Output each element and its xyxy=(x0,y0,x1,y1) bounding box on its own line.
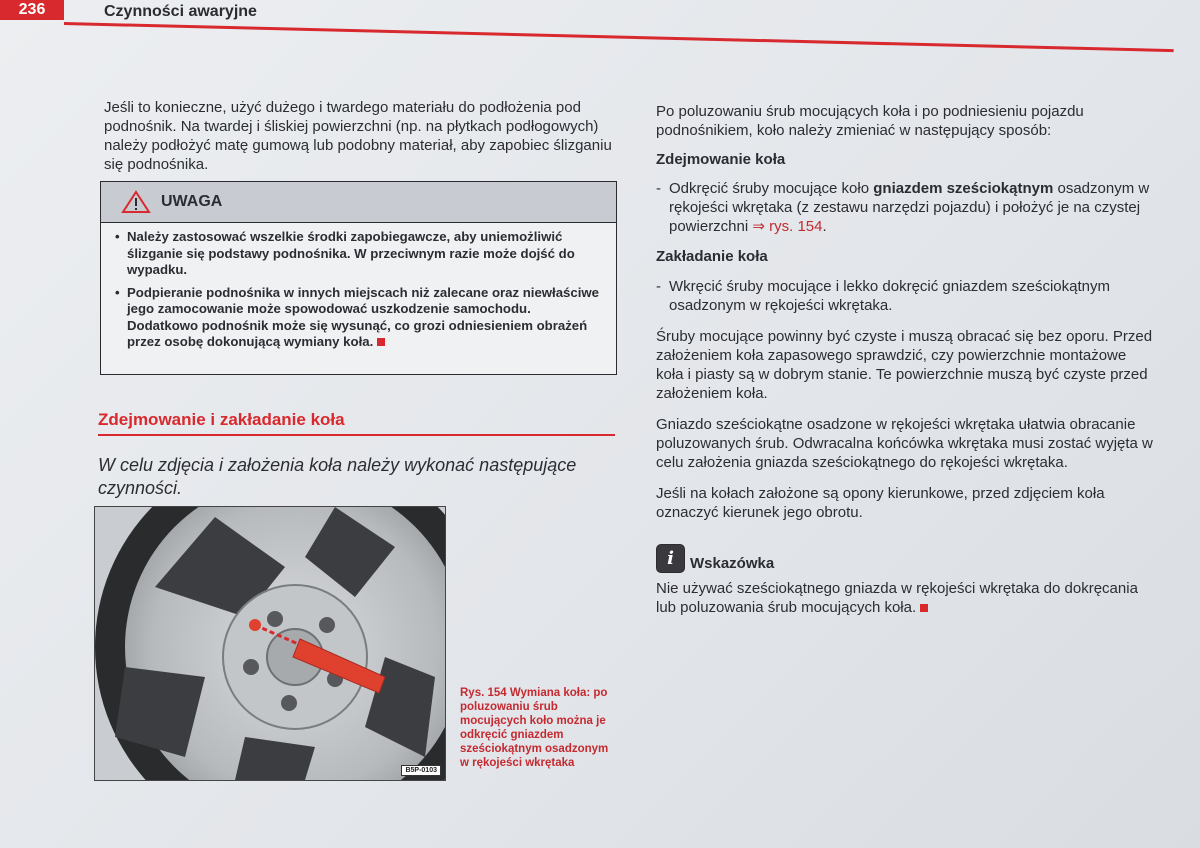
info-icon: i xyxy=(656,544,685,573)
fitting-step: - Wkręcić śruby mocujące i lekko dokręcić gniazdem sześciokątnym osadzonym w rękojeści wkrętaka. xyxy=(656,277,1156,315)
left-column xyxy=(104,98,624,174)
wheel-illustration xyxy=(95,507,445,780)
figure-caption: Rys. 154 Wymiana koła: po poluzowaniu śrub mocujących koło można je odkręcić gniazdem sześciokątnym osadzonym w rękojeści wkrętaka xyxy=(460,687,609,769)
right-column xyxy=(656,102,1156,617)
removing-step: - Odkręcić śruby mocujące koło gniazdem sześciokątnym osadzonym w rękojeści wkrętaka (z zestawu narzędzi pojazdu) i położyć je na czystej powierzchni ⇒ rys. 154. xyxy=(656,179,1156,236)
paragraph-directional: Jeśli na kołach założone są opony kierunkowe, przed zdjęciem koła oznaczyć kierunek jego obrotu. xyxy=(656,485,1105,521)
warning-box xyxy=(100,181,617,375)
wheel-figure xyxy=(94,506,446,781)
figure-reference-link[interactable]: ⇒ rys. 154 xyxy=(752,218,823,235)
right-intro: Po poluzowaniu śrub mocujących koła i po podniesieniu pojazdu podnośnikiem, koło należy zmieniać w następujący sposób: xyxy=(656,103,1084,139)
removing-heading: Zdejmowanie koła xyxy=(656,151,786,168)
warning-item: • Należy zastosować wszelkie środki zapobiegawcze, aby uniemożliwić ślizganie się podstawy podnośnika. W przeciwnym razie może dojść do wypadku. xyxy=(117,229,602,279)
warning-triangle-icon xyxy=(121,190,151,214)
end-marker-icon xyxy=(377,338,385,346)
fitting-heading: Zakładanie koła xyxy=(656,248,768,265)
paragraph-bolts: Śruby mocujące powinny być czyste i muszą obracać się bez oporu. Przed założeniem koła zapasowego sprawdzić, czy powierzchnie montażowe koła i piasty są w dobrym stanie. Te powierzchnie muszą być czyste przed założeniem koła. xyxy=(656,328,1153,402)
warning-title: UWAGA xyxy=(161,193,223,210)
warning-list xyxy=(101,229,616,351)
end-marker-icon xyxy=(920,604,928,612)
intro-paragraph: Jeśli to konieczne, użyć dużego i twardego materiału do podłożenia pod podnośnik. Na twardej i śliskiej powierzchni (np. na płytkach podłogowych) należy podłożyć matę gumową lub podobny materiał, aby zapobiec ślizganiu się podnośnika. xyxy=(104,99,612,173)
note-header xyxy=(656,544,1156,573)
page-number: 236 xyxy=(0,0,64,20)
paragraph-socket: Gniazdo sześciokątne osadzone w rękojeści wkrętaka ułatwia obracanie poluzowanych śrub. Odwracalna końcówka wkrętaka musi zostać wyjęta w celu założenia gniazda sześciokątnego do rękojeści wkrętaka. xyxy=(656,416,1153,471)
note-title: Wskazówka xyxy=(690,555,775,572)
figure-label: B5P-0103 xyxy=(401,765,441,776)
header-rule xyxy=(64,22,1174,52)
warning-header xyxy=(101,182,616,223)
chapter-title: Czynności awaryjne xyxy=(104,3,257,20)
note-text: Nie używać sześciokątnego gniazda w rękojeści wkrętaka do dokręcania lub poluzowania śrub mocujących koła. xyxy=(656,580,1138,616)
section-heading: Zdejmowanie i zakładanie koła xyxy=(98,410,615,436)
warning-item: • Podpieranie podnośnika w innych miejscach niż zalecane oraz niewłaściwe jego zamocowanie może spowodować uszkodzenie samochodu. Dodatkowo podnośnik może się wysunąć, co grozi odniesieniem obrażeń przez osobę dokonującą wymiany koła. xyxy=(117,285,602,351)
section-lead: W celu zdjęcia i założenia koła należy wykonać następujące czynności. xyxy=(98,455,577,498)
